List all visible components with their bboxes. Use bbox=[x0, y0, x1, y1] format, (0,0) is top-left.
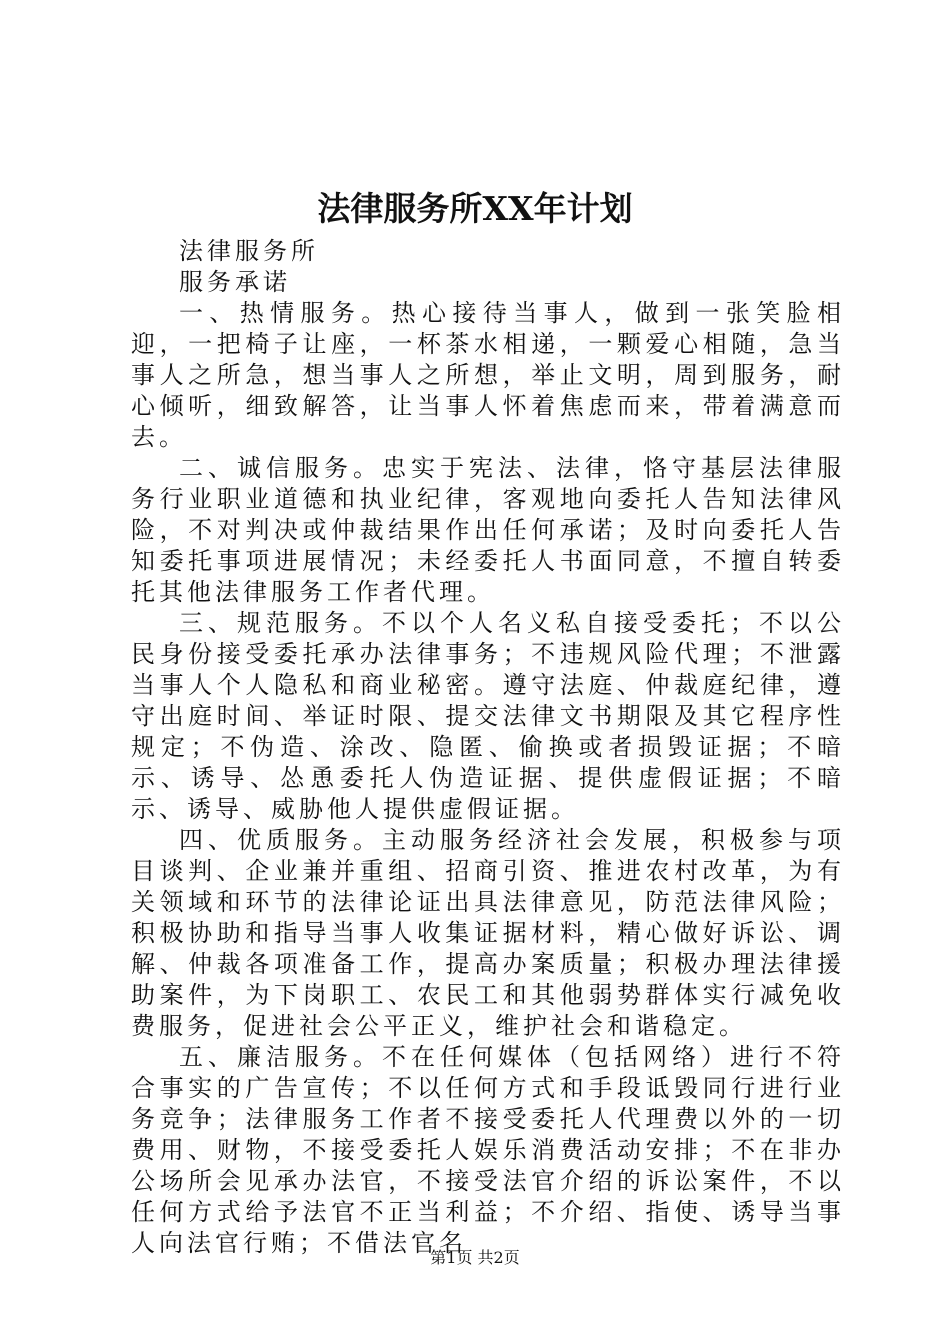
document-title: 法律服务所XX年计划 bbox=[317, 189, 633, 228]
paragraph-5: 五、廉洁服务。不在任何媒体（包括网络）进行不符合事实的广告宣传；不以任何方式和手段诋毁同行进行业务竞争；法律服务工作者不接受委托人代理费以外的一切费用、财物，不接受委托人娱乐消费活动安排；不在非办公场所会见承办法官，不接受法官介绍的诉讼案件，不以任何方式给予法官不正当利益；不介绍、指使、诱导当事人向法官行贿；不借法官名 bbox=[131, 1043, 845, 1257]
page-footer: 第1页 共2页 bbox=[430, 1248, 520, 1267]
paragraph-3: 三、规范服务。不以个人名义私自接受委托；不以公民身份接受委托承办法律事务；不违规风险代理；不泄露当事人个人隐私和商业秘密。遵守法庭、仲裁庭纪律，遵守出庭时间、举证时限、提交法律文书期限及其它程序性规定；不伪造、涂改、隐匿、偷换或者损毁证据；不暗示、诱导、怂恿委托人伪造证据、提供虚假证据；不暗示、诱导、威胁他人提供虚假证据。 bbox=[131, 609, 845, 823]
paragraph-2: 二、诚信服务。忠实于宪法、法律，恪守基层法律服务行业职业道德和执业纪律，客观地向委托人告知法律风险，不对判决或仲裁结果作出任何承诺；及时向委托人告知委托事项进展情况；未经委托人书面同意，不擅自转委托其他法律服务工作者代理。 bbox=[131, 454, 845, 606]
paragraph-org-name: 法律服务所 bbox=[179, 237, 319, 265]
paragraph-1: 一、热情服务。热心接待当事人，做到一张笑脸相迎，一把椅子让座，一杯茶水相递，一颗爱心相随，急当事人之所急，想当事人之所想，举止文明，周到服务，耐心倾听，细致解答，让当事人怀着焦虑而来，带着满意而去。 bbox=[131, 299, 845, 451]
paragraph-heading: 服务承诺 bbox=[179, 268, 291, 296]
document-body bbox=[131, 236, 845, 1259]
paragraph-4: 四、优质服务。主动服务经济社会发展，积极参与项目谈判、企业兼并重组、招商引资、推进农村改革，为有关领域和环节的法律论证出具法律意见，防范法律风险；积极协助和指导当事人收集证据材料，精心做好诉讼、调解、仲裁各项准备工作，提高办案质量；积极办理法律援助案件，为下岗职工、农民工和其他弱势群体实行减免收费服务，促进社会公平正义，维护社会和谐稳定。 bbox=[131, 826, 845, 1040]
